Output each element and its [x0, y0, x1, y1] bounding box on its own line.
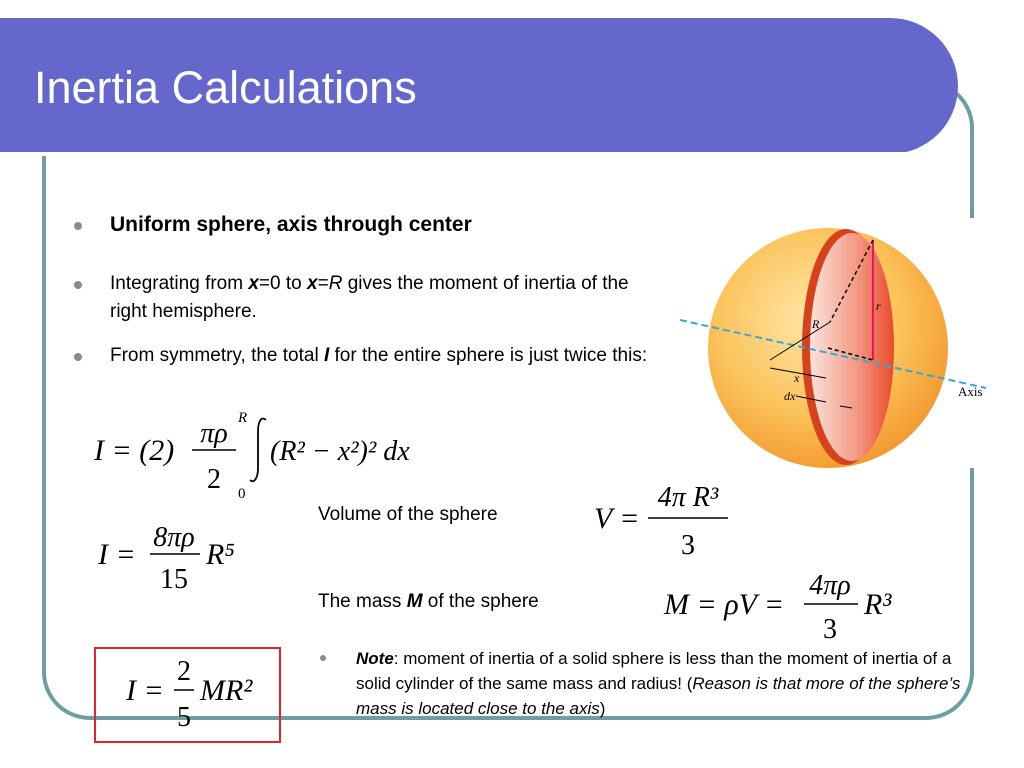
text-part: =	[317, 273, 329, 294]
eq-rhs: MR²	[200, 674, 253, 707]
eq-lhs: I =	[126, 674, 164, 707]
var-x: x	[248, 273, 259, 294]
equation-final	[124, 652, 274, 741]
bullet-dot-icon	[74, 353, 82, 361]
bullet-text: Uniform sphere, axis through center	[110, 213, 472, 236]
text-part: of the sphere	[422, 591, 539, 612]
disk-face	[810, 233, 894, 461]
eq-lhs: I =	[98, 538, 136, 571]
reason-text: Reason is that more of the sphere’s mass is located close to the axis	[356, 674, 961, 718]
text-part: Integrating from	[110, 273, 249, 294]
text-part: =0 to	[258, 273, 307, 294]
eq-rhs: R³	[864, 588, 892, 621]
text-part: gives the moment of inertia of the right hemisphere.	[110, 273, 629, 322]
integral-sign-icon	[250, 419, 266, 482]
label-x: x	[794, 371, 800, 385]
eq-lhs: V =	[594, 502, 640, 535]
bullet-uniform-sphere	[110, 211, 472, 239]
eq-numerator: πρ	[200, 418, 228, 449]
label-axis: Axis	[958, 384, 983, 399]
var-R: R	[328, 273, 343, 294]
bullet-dot-icon	[320, 655, 326, 661]
label-r: r	[876, 299, 881, 313]
text-part: The mass	[318, 591, 407, 612]
bullet-symmetry	[110, 342, 675, 370]
volume-label: Volume of the sphere	[318, 504, 498, 525]
eq-denominator: 15	[160, 564, 188, 595]
eq-lhs: M = ρV =	[664, 588, 785, 621]
text-part: From symmetry, the total	[110, 345, 324, 366]
note-label: Note	[356, 649, 394, 668]
eq-denominator: 5	[177, 702, 191, 733]
integral-upper: R	[238, 410, 248, 426]
bullet-integrating	[110, 270, 670, 326]
title-bar	[0, 18, 958, 154]
label-dx: dx	[784, 389, 796, 403]
equation-mass	[662, 566, 902, 651]
equation-result	[96, 514, 256, 601]
eq-rhs: R⁵	[206, 538, 235, 571]
equation-volume	[592, 476, 742, 565]
eq-denominator: 3	[823, 614, 837, 645]
eq-numerator: 4πρ	[809, 570, 851, 601]
eq-lhs: I = (2)	[94, 434, 175, 467]
bullet-dot-icon	[74, 281, 82, 289]
equation-integral	[90, 408, 430, 505]
integral-lower: 0	[238, 486, 246, 502]
bullet-note	[356, 646, 971, 721]
var-M: M	[406, 591, 423, 612]
text-part: )	[599, 699, 606, 718]
var-I: I	[323, 345, 330, 366]
eq-numerator: 2	[177, 656, 191, 687]
integrand: (R² − x²)² dx	[270, 436, 410, 467]
eq-denominator: 3	[681, 530, 695, 561]
mass-label	[318, 591, 539, 613]
eq-denominator: 2	[207, 464, 221, 495]
bullet-dot-icon	[74, 222, 82, 230]
title-rule	[0, 152, 906, 156]
slide-title: Inertia Calculations	[34, 62, 417, 113]
eq-numerator: 4π R³	[657, 482, 719, 513]
sphere-figure	[680, 222, 1000, 472]
label-R: R	[812, 317, 820, 331]
text-part: for the entire sphere is just twice this:	[329, 345, 648, 366]
var-x: x	[307, 273, 318, 294]
eq-numerator: 8πρ	[153, 522, 195, 553]
text-part: : moment of inertia of a solid sphere is less than the moment of inertia of a solid cylinder of the same mass and radius! (	[356, 649, 952, 693]
